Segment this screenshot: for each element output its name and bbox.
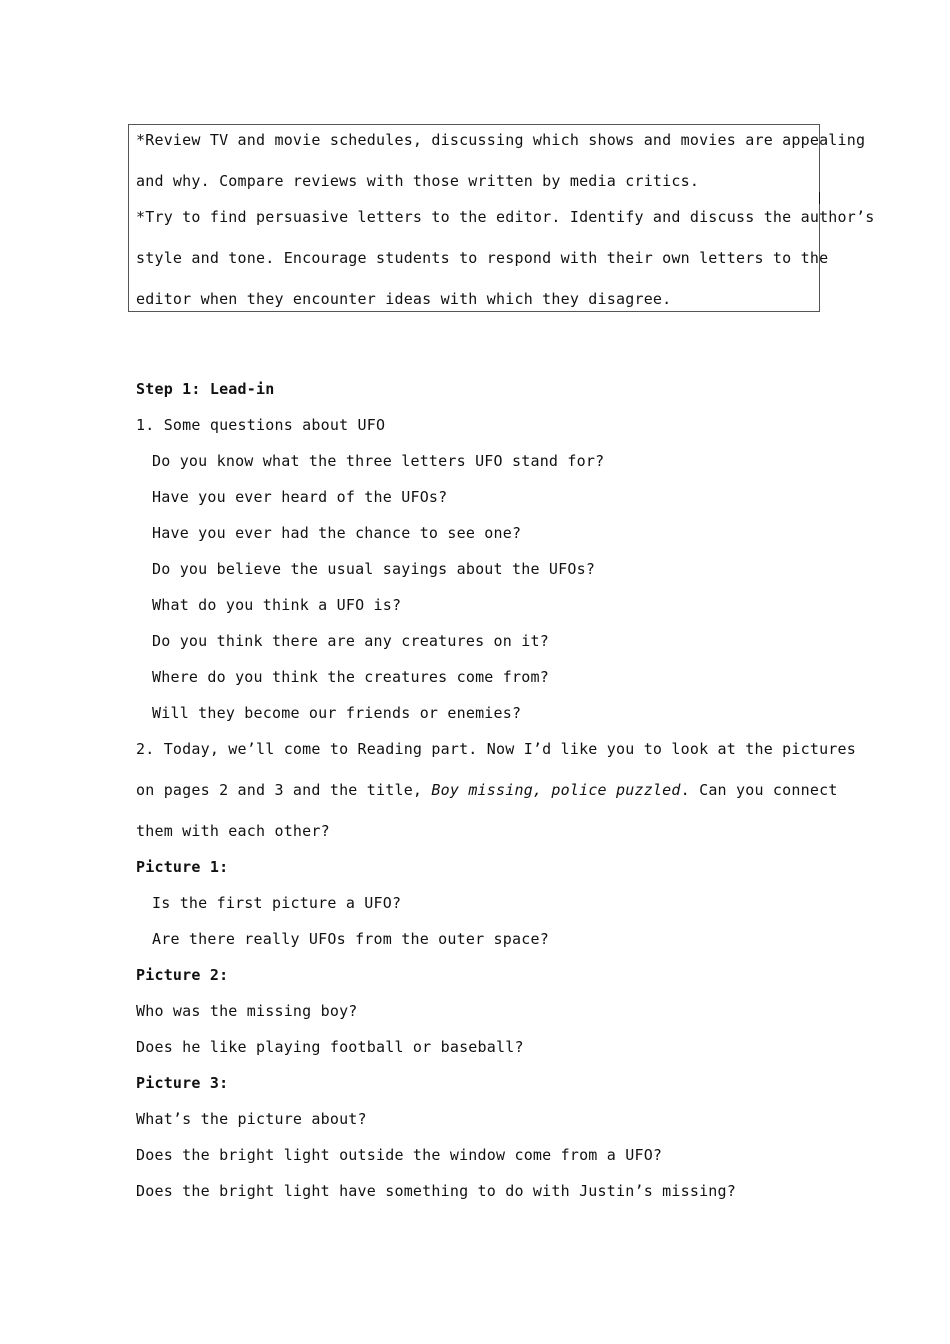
box-line: *Try to find persuasive letters to the editor. Identify and discuss the author’s [136,208,875,226]
picture-question: Who was the missing boy? [136,1002,358,1020]
picture-question: What’s the picture about? [136,1110,367,1128]
lead-in-question: Will they become our friends or enemies? [152,704,522,722]
lead-in-question: Do you think there are any creatures on it? [152,632,549,650]
picture-heading: Picture 2: [136,966,229,984]
picture-heading: Picture 3: [136,1074,229,1092]
item2-text: on pages 2 and 3 and the title, [136,781,432,799]
lead-in-question: Have you ever had the chance to see one? [152,524,522,542]
reading-title: Boy missing, police puzzled [431,781,681,799]
picture-question: Are there really UFOs from the outer space? [152,930,549,948]
lead-in-question: Have you ever heard of the UFOs? [152,488,448,506]
lead-in-question: Do you know what the three letters UFO stand for? [152,452,605,470]
item2-line: them with each other? [136,822,330,840]
lead-in-question: Where do you think the creatures come from? [152,668,549,686]
lead-in-question: What do you think a UFO is? [152,596,402,614]
box-line: style and tone. Encourage students to respond with their own letters to the [136,249,829,267]
step-heading: Step 1: Lead-in [136,380,275,398]
picture-heading: Picture 1: [136,858,229,876]
item1-title: 1. Some questions about UFO [136,416,386,434]
item2-line [136,781,838,799]
box-line: *Review TV and movie schedules, discussing which shows and movies are appealing [136,131,866,149]
box-line: editor when they encounter ideas with which they disagree. [136,290,672,308]
picture-question: Does the bright light outside the window come from a UFO? [136,1146,663,1164]
lead-in-question: Do you believe the usual sayings about the UFOs? [152,560,596,578]
box-divider-mark [819,192,820,204]
picture-question: Does the bright light have something to do with Justin’s missing? [136,1182,736,1200]
box-line: and why. Compare reviews with those written by media critics. [136,172,700,190]
picture-question: Is the first picture a UFO? [152,894,402,912]
item2-text: . Can you connect [680,781,838,799]
item2-line: 2. Today, we’ll come to Reading part. Now I’d like you to look at the pictures [136,740,856,758]
picture-question: Does he like playing football or baseball? [136,1038,524,1056]
